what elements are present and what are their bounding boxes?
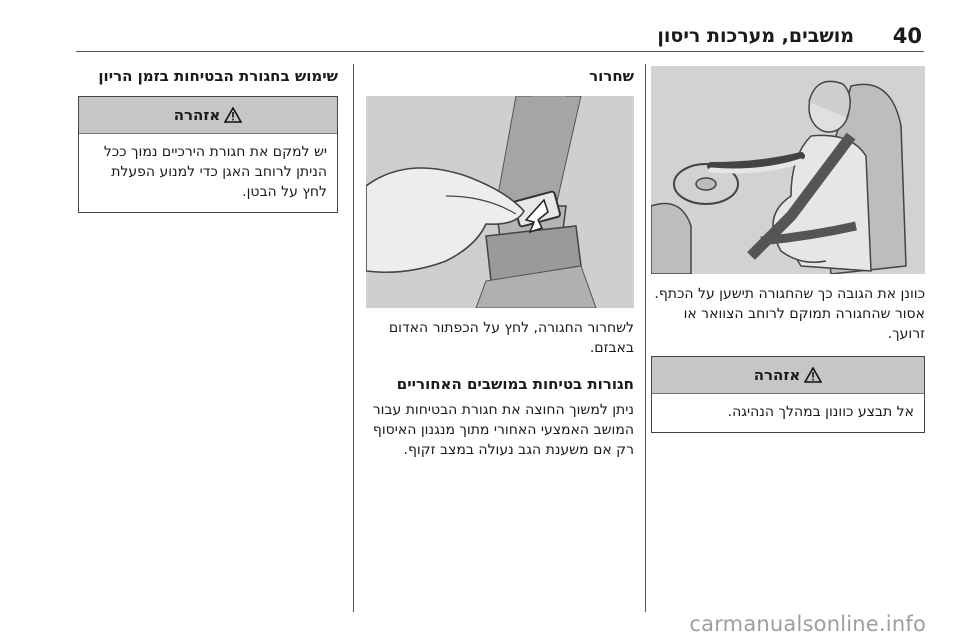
buckle-release-illustration [366, 96, 634, 308]
buckle-release-drawing [366, 96, 634, 308]
right-column [651, 66, 925, 433]
belt-height-paragraph: כוונן את הגובה כך שהחגורה תישען על הכתף. אסור שהחגורה תמוקם לרוחב הצוואר או זרועך. [654, 286, 925, 342]
warning-box-adjust [651, 356, 925, 433]
middle-column [366, 66, 634, 460]
page-header [0, 0, 960, 52]
column-divider-left [353, 64, 354, 612]
pregnant-driver-illustration [651, 66, 925, 274]
release-heading: שחרור [589, 67, 634, 85]
warning-triangle-icon [804, 367, 822, 383]
pregnant-driver-drawing [651, 66, 925, 274]
warning-body: יש למקם את חגורת הירכיים נמוך ככל הניתן לרוחב האגן כדי למנוע הפעלת לחץ על הבטן. [103, 144, 327, 200]
left-column [78, 66, 338, 213]
release-paragraph: לשחרור החגורה, לחץ על הכפתור האדום באבזם. [388, 320, 634, 356]
pregnancy-heading: שימוש בחגורת הבטיחות בזמן הריון [98, 67, 338, 85]
section-title: מושבים, מערכות ריסון [657, 25, 854, 47]
page-number: 40 [892, 24, 922, 48]
watermark[interactable]: carmanualsonline.info [689, 612, 926, 636]
rear-seat-belts-subheading: חגורות בטיחות במושבים האחוריים [396, 375, 634, 393]
header-rule [76, 51, 924, 52]
warning-header [652, 357, 924, 394]
warning-header [79, 97, 337, 134]
warning-title: אזהרה [753, 366, 801, 384]
column-divider-right [645, 64, 646, 612]
rear-seat-belts-paragraph: ניתן למשוך החוצה את חגורת הבטיחות עבור המושב האמצעי האחורי מתוך מנגנון האיסוף רק אם משענת הגב נעולה במצב זקוף. [372, 402, 634, 458]
warning-title: אזהרה [173, 106, 221, 124]
warning-body: אל תבצע כוונון במהלך הנהיגה. [727, 404, 914, 420]
warning-triangle-icon [224, 107, 242, 123]
warning-box-pregnancy [78, 96, 338, 213]
